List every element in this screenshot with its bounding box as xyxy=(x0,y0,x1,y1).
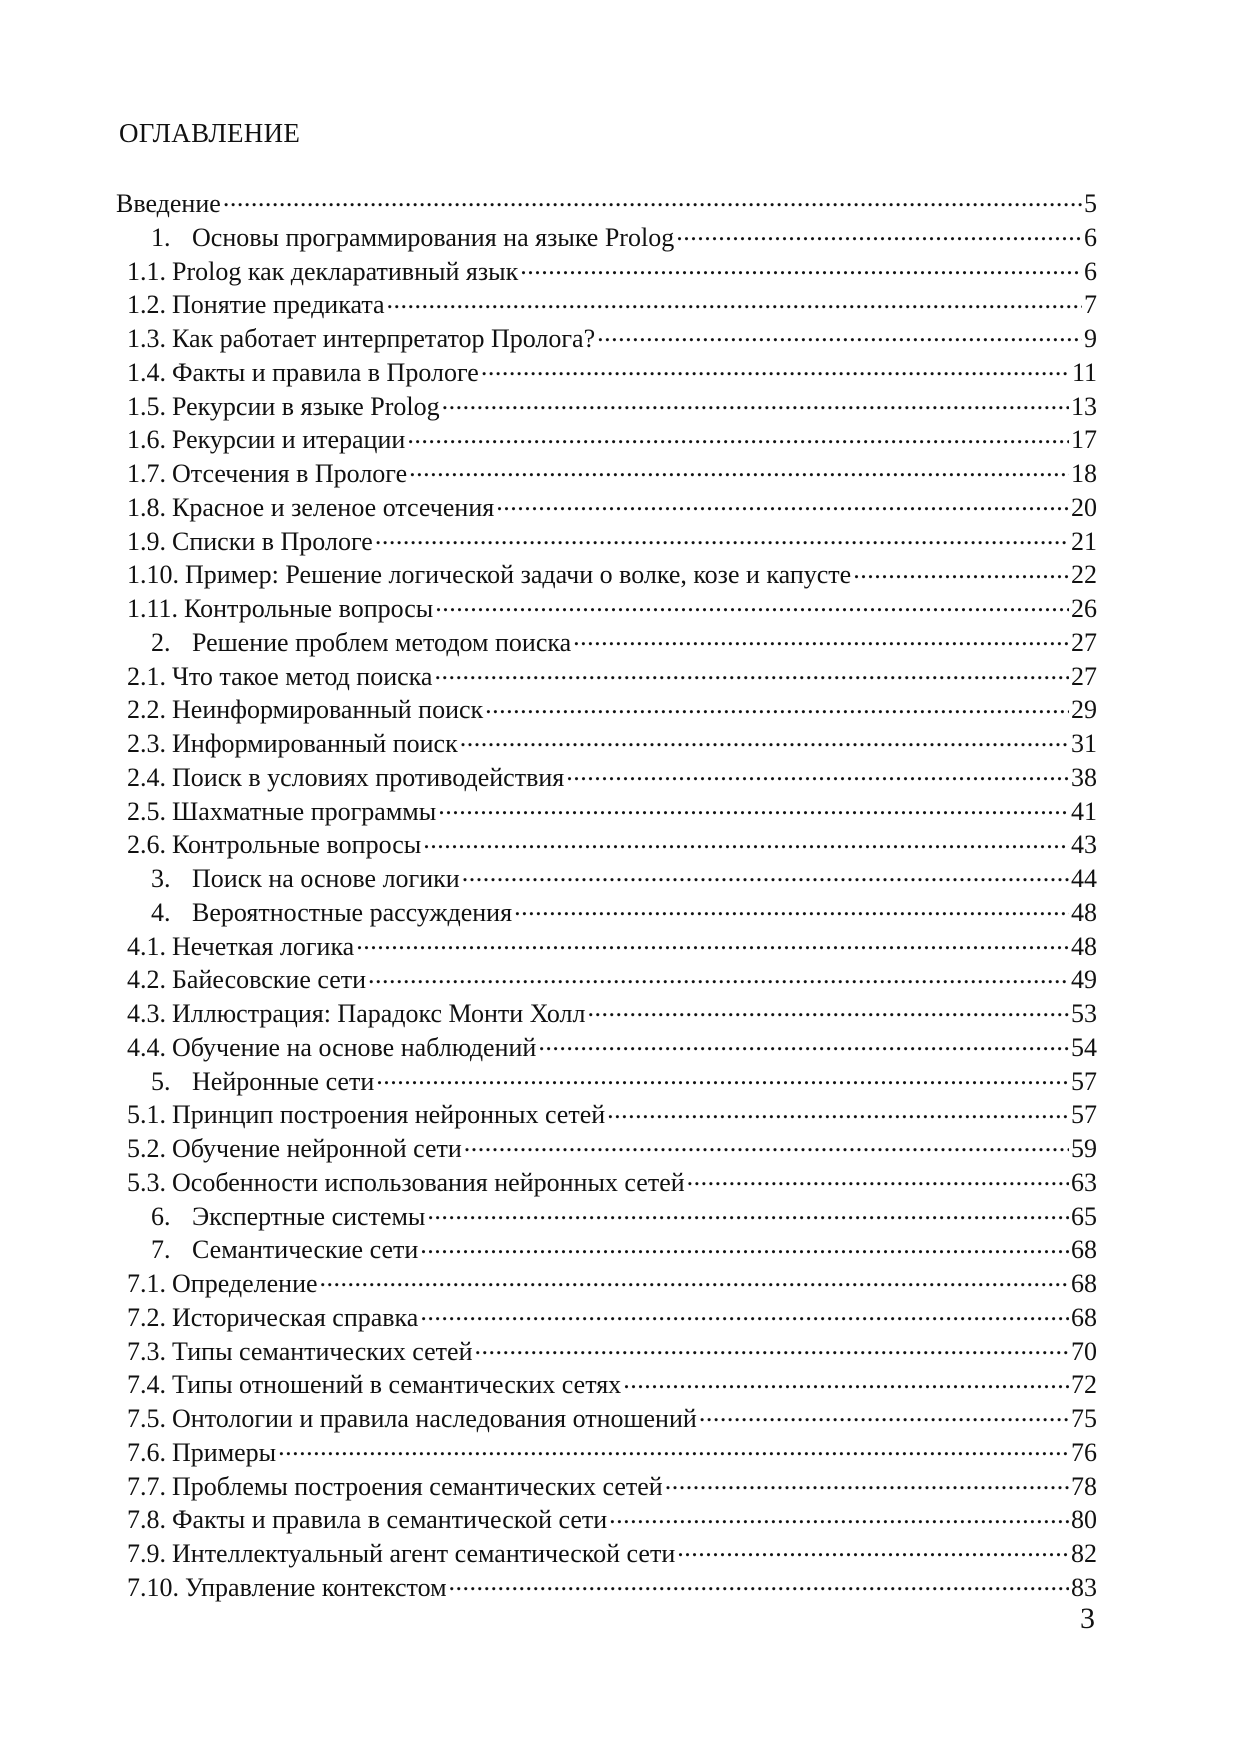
dot-leader xyxy=(376,1064,1069,1090)
dot-leader xyxy=(609,1502,1069,1528)
toc-entry-number: 2.4. xyxy=(127,762,166,792)
toc-entry-number: 1.5. xyxy=(127,391,166,421)
toc-section-entry[interactable] xyxy=(127,1536,1097,1570)
dot-leader xyxy=(676,220,1082,246)
toc-entry-page: 22 xyxy=(1071,560,1097,590)
toc-entry-number: 1.8. xyxy=(127,492,166,522)
toc-entry-title: Prolog как декларативный язык xyxy=(172,256,519,286)
toc-entry-number: 1.3. xyxy=(127,324,166,353)
toc-section-entry[interactable] xyxy=(127,490,1097,524)
toc-entry-number: 7.5. xyxy=(127,1404,166,1433)
toc-entry-title: Нейронные сети xyxy=(192,1066,375,1096)
toc-section-entry[interactable] xyxy=(127,1570,1097,1604)
toc-entry-number: 7.9. xyxy=(127,1539,166,1568)
toc-entry-title: Шахматные программы xyxy=(172,796,437,826)
toc-entry-number: 1.10. xyxy=(127,560,179,590)
dot-leader xyxy=(573,625,1069,651)
toc-entry-page: 13 xyxy=(1071,391,1097,421)
toc-entry-title: Историческая справка xyxy=(172,1302,419,1332)
toc-entry-title: Факты и правила в семантической сети xyxy=(172,1505,608,1535)
dot-leader xyxy=(485,692,1069,718)
toc-entry-title: Типы семантических сетей xyxy=(172,1336,473,1366)
toc-entry-title: Основы программирования на языке Prolog xyxy=(192,222,675,252)
toc-entry-number: 7.4. xyxy=(127,1370,166,1400)
dot-leader xyxy=(496,490,1069,516)
toc-section-entry[interactable] xyxy=(127,1502,1097,1536)
toc-chapter-entry[interactable] xyxy=(151,1064,1097,1098)
toc-entry-title: Типы отношений в семантических сетях xyxy=(172,1370,622,1400)
toc-section-entry[interactable] xyxy=(127,355,1097,389)
toc-entry-number: 1.2. xyxy=(127,290,166,320)
dot-leader xyxy=(460,726,1069,752)
dot-leader xyxy=(423,827,1069,853)
table-of-contents xyxy=(116,186,1097,1604)
toc-entry-title: Пример: Решение логической задачи о волке, козе и капусте xyxy=(185,560,852,590)
toc-section-entry[interactable] xyxy=(127,1030,1097,1064)
toc-entry-page: 54 xyxy=(1071,1032,1097,1062)
toc-entry-number: 7.10. xyxy=(127,1572,179,1602)
toc-entry-page: 76 xyxy=(1071,1437,1097,1467)
toc-entry-number: 2.5. xyxy=(127,796,166,826)
dot-leader xyxy=(514,895,1069,921)
toc-section-entry[interactable] xyxy=(127,929,1097,963)
toc-entry-title: Неинформированный поиск xyxy=(172,695,484,725)
toc-entry-number: 7.6. xyxy=(127,1437,166,1467)
toc-entry-number: 1. xyxy=(151,222,171,252)
toc-entry-number: 4.1. xyxy=(127,931,166,961)
toc-entry-number: 7. xyxy=(151,1235,171,1265)
toc-section-entry[interactable] xyxy=(127,1097,1097,1131)
toc-section-entry[interactable] xyxy=(127,1469,1097,1503)
toc-section-entry[interactable] xyxy=(127,794,1097,828)
dot-leader xyxy=(420,1232,1069,1258)
toc-section-entry[interactable] xyxy=(127,1367,1097,1401)
toc-entry-title: Понятие предиката xyxy=(172,290,385,320)
toc-entry-page: 57 xyxy=(1071,1066,1097,1096)
toc-chapter-entry[interactable] xyxy=(151,1199,1097,1233)
toc-entry-title: Управление контекстом xyxy=(185,1572,447,1602)
toc-entry-page: 68 xyxy=(1071,1269,1097,1298)
toc-entry-number: 2.1. xyxy=(127,661,166,691)
toc-entry-page: 48 xyxy=(1071,897,1097,927)
toc-entry-title: Экспертные системы xyxy=(192,1201,426,1231)
toc-entry-title: Решение проблем методом поиска xyxy=(192,627,572,657)
toc-entry-page: 53 xyxy=(1071,999,1097,1028)
toc-entry-page: 9 xyxy=(1084,324,1097,353)
toc-section-entry[interactable] xyxy=(127,760,1097,794)
dot-leader xyxy=(320,1266,1069,1292)
toc-section-entry[interactable] xyxy=(127,1401,1097,1435)
toc-entry-page: 21 xyxy=(1071,526,1097,556)
toc-entry-title: Факты и правила в Прологе xyxy=(172,357,479,387)
dot-leader xyxy=(475,1334,1070,1360)
toc-entry-title: Семантические сети xyxy=(192,1235,419,1265)
toc-entry-page: 41 xyxy=(1071,796,1097,826)
toc-chapter-entry[interactable] xyxy=(151,220,1097,254)
toc-entry-number: 1.11. xyxy=(127,594,179,623)
toc-entry-number: 7.3. xyxy=(127,1336,166,1366)
toc-entry-page: 65 xyxy=(1071,1201,1097,1231)
dot-leader xyxy=(566,760,1069,786)
toc-entry-page: 26 xyxy=(1071,594,1097,623)
toc-section-entry[interactable] xyxy=(127,692,1097,726)
toc-entry-title: Информированный поиск xyxy=(172,729,458,758)
toc-section-entry[interactable] xyxy=(127,1165,1097,1199)
dot-leader xyxy=(223,186,1082,212)
toc-entry-number: 1.7. xyxy=(127,459,166,488)
toc-entry-number: 6. xyxy=(151,1201,171,1231)
toc-entry-page: 59 xyxy=(1071,1134,1097,1163)
toc-entry-title: Как работает интерпретатор Пролога? xyxy=(172,324,596,353)
dot-leader xyxy=(607,1097,1069,1123)
dot-leader xyxy=(438,794,1069,820)
toc-section-entry[interactable] xyxy=(127,659,1097,693)
toc-entry-page: 48 xyxy=(1071,931,1097,961)
toc-entry-page: 82 xyxy=(1071,1539,1097,1568)
toc-section-entry[interactable] xyxy=(127,591,1097,625)
toc-section-entry[interactable] xyxy=(127,422,1097,456)
toc-entry-page: 31 xyxy=(1071,729,1097,758)
toc-entry-number: 5. xyxy=(151,1066,171,1096)
toc-entry-title: Обучение нейронной сети xyxy=(172,1134,462,1163)
toc-entry-page: 57 xyxy=(1071,1100,1097,1130)
toc-entry-title: Вероятностные рассуждения xyxy=(192,897,513,927)
toc-entry-title: Проблемы построения семантических сетей xyxy=(172,1471,663,1501)
dot-leader xyxy=(368,962,1069,988)
dot-leader xyxy=(427,1199,1069,1225)
toc-entry-number: 7.7. xyxy=(127,1471,166,1501)
toc-section-entry[interactable] xyxy=(127,557,1097,591)
toc-entry-number: 1.1. xyxy=(127,256,166,286)
toc-entry-page: 78 xyxy=(1071,1471,1097,1501)
toc-entry-title: Красное и зеленое отсечения xyxy=(172,492,495,522)
toc-chapter-entry[interactable] xyxy=(113,186,1097,220)
toc-section-entry[interactable] xyxy=(127,321,1097,355)
dot-leader xyxy=(435,591,1069,617)
toc-entry-page: 43 xyxy=(1071,830,1097,860)
toc-entry-number: 7.2. xyxy=(127,1302,166,1332)
page-number: 3 xyxy=(1080,1602,1095,1635)
dot-leader xyxy=(420,1300,1069,1326)
toc-entry-page: 63 xyxy=(1071,1167,1097,1197)
toc-entry-page: 29 xyxy=(1071,695,1097,725)
toc-entry-title: Рекурсии в языке Prolog xyxy=(172,391,440,421)
toc-entry-number: 5.2. xyxy=(127,1134,166,1163)
toc-chapter-entry[interactable] xyxy=(151,861,1097,895)
dot-leader xyxy=(587,996,1069,1022)
dot-leader xyxy=(464,1131,1069,1157)
toc-entry-title: Онтологии и правила наследования отношений xyxy=(172,1404,697,1433)
toc-entry-number: 2. xyxy=(151,627,171,657)
toc-entry-number: 4.4. xyxy=(127,1032,166,1062)
dot-leader xyxy=(687,1165,1069,1191)
dot-leader xyxy=(699,1401,1069,1427)
dot-leader xyxy=(434,659,1069,685)
toc-entry-title: Отсечения в Прологе xyxy=(172,459,408,488)
toc-entry-page: 17 xyxy=(1071,425,1097,455)
toc-heading: ОГЛАВЛЕНИЕ xyxy=(119,118,301,148)
toc-entry-number: 5.3. xyxy=(127,1167,166,1197)
toc-entry-page: 20 xyxy=(1071,492,1097,522)
toc-section-entry[interactable] xyxy=(127,962,1097,996)
toc-section-entry[interactable] xyxy=(127,1435,1097,1469)
toc-entry-page: 49 xyxy=(1071,965,1097,995)
toc-entry-title: Поиск в условиях противодействия xyxy=(172,762,565,792)
toc-entry-page: 6 xyxy=(1084,222,1097,252)
toc-chapter-entry[interactable] xyxy=(151,625,1097,659)
dot-leader xyxy=(387,287,1082,313)
toc-entry-page: 38 xyxy=(1071,762,1097,792)
dot-leader xyxy=(442,389,1069,415)
toc-entry-number: 4.3. xyxy=(127,999,166,1028)
toc-entry-page: 6 xyxy=(1084,256,1097,286)
toc-entry-title: Списки в Прологе xyxy=(172,526,373,556)
toc-section-entry[interactable] xyxy=(127,287,1097,321)
toc-entry-page: 27 xyxy=(1071,627,1097,657)
toc-entry-page: 7 xyxy=(1084,290,1097,320)
toc-section-entry[interactable] xyxy=(127,1300,1097,1334)
toc-entry-title: Контрольные вопросы xyxy=(184,594,434,623)
toc-section-entry[interactable] xyxy=(127,456,1097,490)
toc-section-entry[interactable] xyxy=(127,1334,1097,1368)
toc-entry-title: Введение xyxy=(116,189,221,218)
toc-entry-page: 75 xyxy=(1071,1404,1097,1433)
toc-chapter-entry[interactable] xyxy=(151,895,1097,929)
dot-leader xyxy=(462,861,1069,887)
toc-entry-number: 1.9. xyxy=(127,526,166,556)
dot-leader xyxy=(481,355,1070,381)
toc-entry-title: Особенности использования нейронных сетей xyxy=(172,1167,685,1197)
dot-leader xyxy=(853,557,1069,583)
dot-leader xyxy=(623,1367,1069,1393)
toc-section-entry[interactable] xyxy=(127,1266,1097,1300)
toc-entry-title: Контрольные вопросы xyxy=(172,830,422,860)
toc-entry-title: Интеллектуальный агент семантической сети xyxy=(172,1539,676,1568)
toc-entry-page: 83 xyxy=(1071,1572,1097,1602)
dot-leader xyxy=(409,456,1069,482)
toc-entry-title: Рекурсии и итерации xyxy=(172,425,406,455)
toc-entry-number: 2.2. xyxy=(127,695,166,725)
toc-section-entry[interactable] xyxy=(127,389,1097,423)
dot-leader xyxy=(375,524,1069,550)
toc-section-entry[interactable] xyxy=(127,254,1097,288)
toc-entry-title: Обучение на основе наблюдений xyxy=(172,1032,537,1062)
toc-entry-page: 5 xyxy=(1084,189,1097,218)
dot-leader xyxy=(407,422,1069,448)
toc-entry-title: Иллюстрация: Парадокс Монти Холл xyxy=(172,999,586,1028)
toc-entry-number: 2.3. xyxy=(127,729,166,758)
dot-leader xyxy=(677,1536,1069,1562)
toc-entry-number: 7.1. xyxy=(127,1269,166,1298)
toc-entry-number: 5.1. xyxy=(127,1100,166,1130)
toc-entry-title: Определение xyxy=(172,1269,318,1298)
toc-entry-number: 1.6. xyxy=(127,425,166,455)
dot-leader xyxy=(356,929,1069,955)
toc-entry-page: 70 xyxy=(1071,1336,1097,1366)
toc-entry-page: 68 xyxy=(1071,1302,1097,1332)
toc-entry-page: 80 xyxy=(1071,1505,1097,1535)
toc-entry-title: Поиск на основе логики xyxy=(192,864,460,893)
toc-entry-number: 4.2. xyxy=(127,965,166,995)
toc-entry-title: Байесовские сети xyxy=(172,965,367,995)
toc-entry-page: 68 xyxy=(1071,1235,1097,1265)
toc-entry-page: 18 xyxy=(1071,459,1097,488)
toc-section-entry[interactable] xyxy=(127,827,1097,861)
toc-entry-title: Примеры xyxy=(172,1437,277,1467)
toc-entry-page: 11 xyxy=(1071,357,1097,387)
dot-leader xyxy=(665,1469,1069,1495)
toc-section-entry[interactable] xyxy=(127,996,1097,1030)
toc-entry-number: 7.8. xyxy=(127,1505,166,1535)
dot-leader xyxy=(278,1435,1069,1461)
dot-leader xyxy=(597,321,1082,347)
toc-entry-page: 72 xyxy=(1071,1370,1097,1400)
toc-section-entry[interactable] xyxy=(127,726,1097,760)
toc-entry-number: 3. xyxy=(151,864,171,893)
toc-section-entry[interactable] xyxy=(127,524,1097,558)
toc-entry-title: Принцип построения нейронных сетей xyxy=(172,1100,606,1130)
toc-entry-number: 1.4. xyxy=(127,357,166,387)
dot-leader xyxy=(538,1030,1069,1056)
toc-section-entry[interactable] xyxy=(127,1131,1097,1165)
toc-entry-title: Что такое метод поиска xyxy=(172,661,433,691)
toc-entry-number: 2.6. xyxy=(127,830,166,860)
toc-entry-page: 27 xyxy=(1071,661,1097,691)
toc-chapter-entry[interactable] xyxy=(151,1232,1097,1266)
toc-entry-page: 44 xyxy=(1071,864,1097,893)
toc-entry-number: 4. xyxy=(151,897,171,927)
dot-leader xyxy=(520,254,1082,280)
toc-entry-title: Нечеткая логика xyxy=(172,931,355,961)
dot-leader xyxy=(449,1570,1069,1596)
